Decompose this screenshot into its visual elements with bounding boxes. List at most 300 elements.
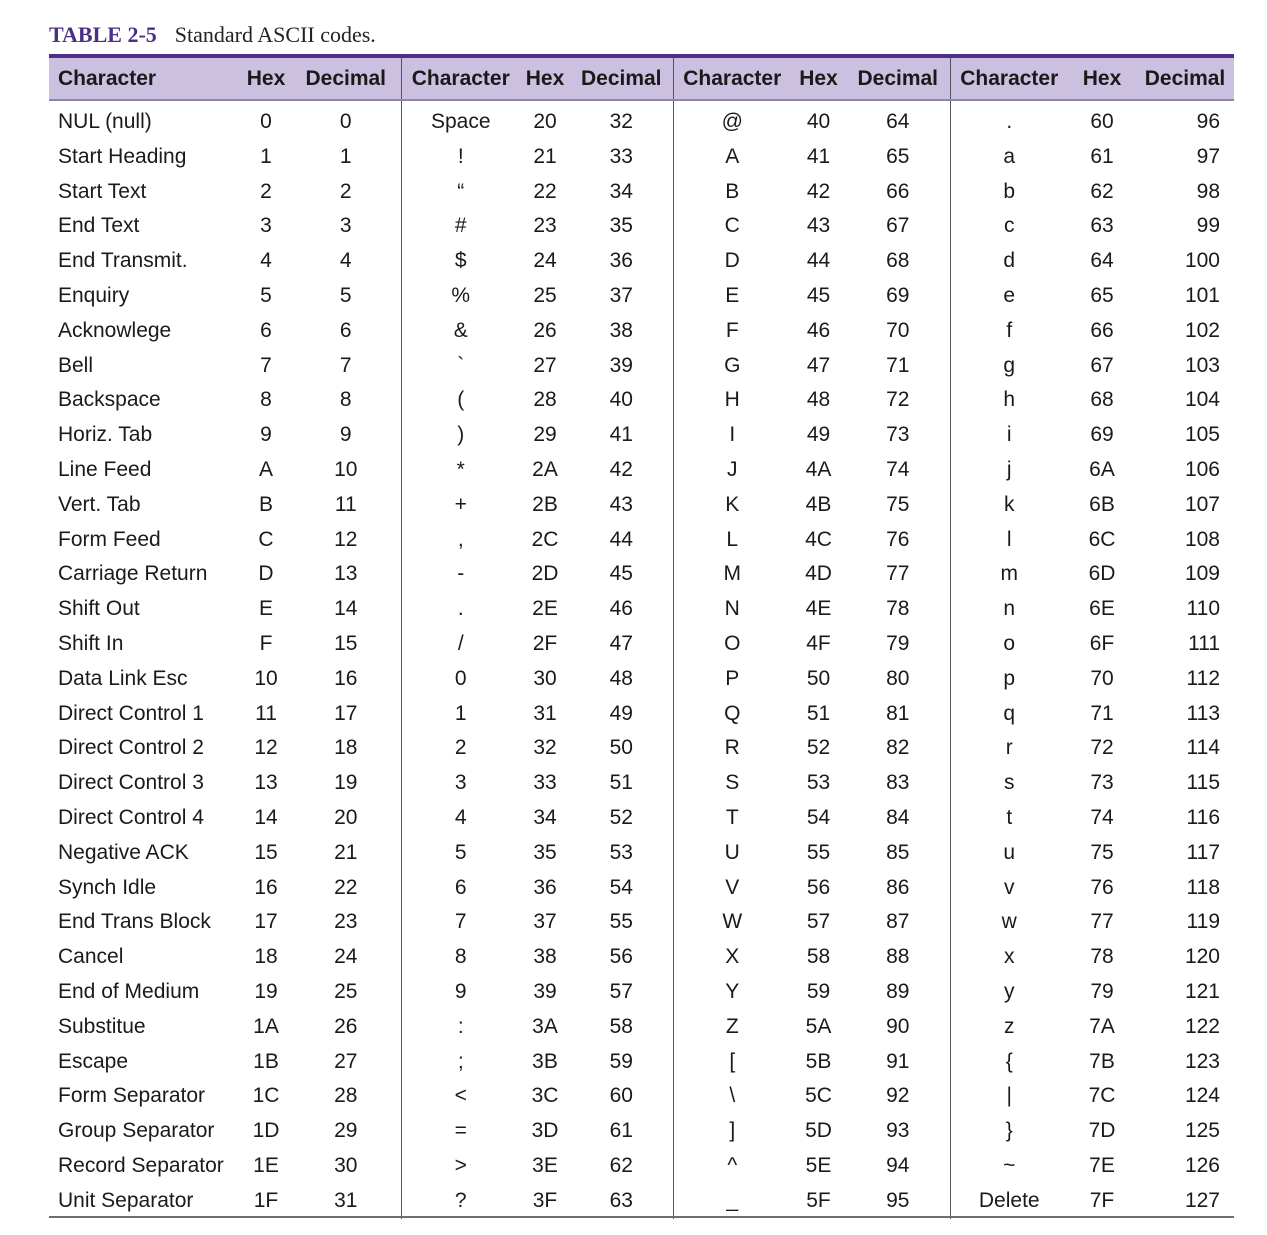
- hex-cell: 49: [806, 423, 831, 447]
- hex-cell: 63: [1090, 214, 1114, 238]
- char-cell: Bell: [58, 353, 94, 377]
- decimal-cell: 33: [609, 144, 633, 168]
- char-cell: G: [673, 349, 791, 384]
- hex-cell: 6F: [1089, 631, 1115, 655]
- header-decimal-3: Decimal: [846, 58, 950, 100]
- char-cell: h: [950, 383, 1068, 418]
- table-row: [49, 244, 1234, 279]
- decimal-cell: 76: [886, 527, 910, 551]
- char-cell: v: [950, 871, 1068, 906]
- hex-cell: B: [258, 492, 273, 516]
- decimal-cell: 61: [609, 1119, 633, 1143]
- decimal-cell: 4: [339, 249, 352, 273]
- char-cell: (: [401, 383, 520, 418]
- table-row: [49, 940, 1234, 975]
- hex-cell: 66: [1090, 318, 1114, 342]
- decimal-cell: 11: [334, 492, 357, 516]
- table-row: [49, 627, 1234, 662]
- char-cell: End Text: [58, 214, 140, 238]
- decimal-cell: 30: [334, 1153, 358, 1177]
- char-cell: Enquiry: [58, 283, 130, 307]
- decimal-cell: 47: [609, 631, 633, 655]
- char-cell: ): [401, 418, 520, 453]
- decimal-cell: 83: [886, 771, 910, 795]
- hex-cell: 55: [806, 840, 831, 864]
- hex-cell: 68: [1090, 388, 1114, 412]
- char-cell: _: [673, 1184, 791, 1219]
- hex-cell: 24: [533, 249, 557, 273]
- table-row: [49, 100, 1234, 140]
- char-cell: .: [401, 592, 520, 627]
- hex-cell: 2: [260, 179, 272, 203]
- table-row: [49, 383, 1234, 418]
- char-cell: Unit Separator: [58, 1188, 194, 1212]
- header-decimal-4: Decimal: [1136, 58, 1234, 100]
- hex-cell: 22: [533, 179, 557, 203]
- char-cell: X: [673, 940, 791, 975]
- hex-cell: 33: [533, 771, 557, 795]
- char-cell: Z: [673, 1010, 791, 1045]
- decimal-cell: 12: [334, 527, 358, 551]
- header-row: [49, 58, 1234, 100]
- hex-cell: 4C: [805, 527, 832, 551]
- char-cell: }: [950, 1114, 1068, 1149]
- hex-cell: 2B: [532, 492, 558, 516]
- hex-cell: 51: [806, 701, 831, 725]
- header-char-4: Character: [950, 58, 1068, 100]
- char-cell: End Transmit.: [58, 249, 188, 273]
- hex-cell: 41: [806, 144, 831, 168]
- hex-cell: 6: [260, 318, 272, 342]
- hex-cell: 21: [533, 144, 557, 168]
- decimal-cell: 117: [1186, 840, 1220, 864]
- char-cell: 3: [401, 766, 520, 801]
- hex-cell: 40: [806, 110, 831, 133]
- decimal-cell: 34: [609, 179, 633, 203]
- char-cell: Group Separator: [58, 1119, 215, 1143]
- hex-cell: 7D: [1088, 1119, 1116, 1143]
- decimal-cell: 108: [1184, 527, 1220, 551]
- table-row: [49, 314, 1234, 349]
- char-cell: /: [401, 627, 520, 662]
- char-cell: Delete: [950, 1184, 1068, 1219]
- decimal-cell: 2: [339, 179, 352, 203]
- char-cell: Shift Out: [58, 597, 140, 621]
- hex-cell: 10: [254, 666, 278, 690]
- char-cell: f: [950, 314, 1068, 349]
- char-cell: q: [950, 697, 1068, 732]
- char-cell: 0: [401, 662, 520, 697]
- decimal-cell: 64: [886, 110, 910, 133]
- hex-cell: 3F: [532, 1188, 558, 1212]
- hex-cell: 4: [260, 249, 272, 273]
- decimal-cell: 45: [609, 562, 633, 586]
- decimal-cell: 105: [1184, 423, 1220, 447]
- table-row: [49, 766, 1234, 801]
- char-cell: P: [673, 662, 791, 697]
- decimal-cell: 111: [1188, 631, 1220, 655]
- hex-cell: 27: [533, 353, 557, 377]
- hex-cell: 5B: [805, 1049, 832, 1073]
- hex-cell: 3B: [532, 1049, 558, 1073]
- decimal-cell: 9: [339, 423, 352, 447]
- char-cell: +: [401, 488, 520, 523]
- hex-cell: 1A: [253, 1014, 279, 1038]
- decimal-cell: 75: [886, 492, 910, 516]
- decimal-cell: 86: [886, 875, 910, 899]
- char-cell: ^: [673, 1149, 791, 1184]
- table-row: [49, 140, 1234, 175]
- hex-cell: 6C: [1088, 527, 1116, 551]
- hex-cell: 7C: [1088, 1084, 1116, 1108]
- hex-cell: 4F: [806, 631, 831, 655]
- char-cell: i: [950, 418, 1068, 453]
- hex-cell: 32: [533, 736, 557, 760]
- char-cell: |: [950, 1079, 1068, 1114]
- char-cell: R: [673, 731, 791, 766]
- decimal-cell: 81: [886, 701, 910, 725]
- hex-cell: 2A: [532, 457, 558, 481]
- decimal-cell: 118: [1186, 875, 1220, 899]
- decimal-cell: 123: [1184, 1049, 1220, 1073]
- decimal-cell: 90: [886, 1014, 910, 1038]
- hex-cell: 54: [806, 805, 831, 829]
- char-cell: 4: [401, 801, 520, 836]
- decimal-cell: 35: [609, 214, 633, 238]
- char-cell: Backspace: [58, 388, 161, 412]
- char-cell: B: [673, 175, 791, 210]
- decimal-cell: 95: [886, 1188, 910, 1212]
- decimal-cell: 92: [886, 1084, 910, 1108]
- char-cell: 9: [401, 975, 520, 1010]
- decimal-cell: 125: [1184, 1119, 1220, 1143]
- hex-cell: F: [259, 631, 273, 655]
- decimal-cell: 49: [609, 701, 633, 725]
- decimal-cell: 65: [886, 144, 910, 168]
- hex-cell: 0: [260, 110, 272, 133]
- decimal-cell: 27: [334, 1049, 358, 1073]
- char-cell: n: [950, 592, 1068, 627]
- char-cell: Direct Control 1: [58, 701, 204, 725]
- decimal-cell: 56: [609, 945, 633, 969]
- table-row: [49, 557, 1234, 592]
- decimal-cell: 70: [886, 318, 910, 342]
- char-cell: Shift In: [58, 631, 124, 655]
- hex-cell: 59: [806, 979, 831, 1003]
- hex-cell: D: [258, 562, 274, 586]
- hex-cell: 3: [260, 214, 272, 238]
- decimal-cell: 51: [609, 771, 633, 795]
- decimal-cell: 20: [334, 805, 358, 829]
- char-cell: l: [950, 523, 1068, 558]
- decimal-cell: 74: [886, 457, 910, 481]
- hex-cell: C: [258, 527, 274, 551]
- table-body: [49, 100, 1234, 1219]
- char-cell: :: [401, 1010, 520, 1045]
- decimal-cell: 120: [1184, 945, 1220, 969]
- hex-cell: 14: [254, 805, 278, 829]
- hex-cell: 3A: [532, 1014, 558, 1038]
- hex-cell: 28: [533, 388, 557, 412]
- decimal-cell: 71: [886, 353, 910, 377]
- hex-cell: 31: [533, 701, 557, 725]
- hex-cell: 50: [806, 666, 831, 690]
- table-row: [49, 1184, 1234, 1219]
- char-cell: End of Medium: [58, 979, 200, 1003]
- char-cell: c: [950, 209, 1068, 244]
- decimal-cell: 54: [609, 875, 633, 899]
- decimal-cell: 21: [334, 840, 358, 864]
- decimal-cell: 44: [609, 527, 633, 551]
- hex-cell: 2F: [532, 631, 558, 655]
- decimal-cell: 26: [334, 1014, 358, 1038]
- table-row: [49, 279, 1234, 314]
- decimal-cell: 67: [886, 214, 910, 238]
- decimal-cell: 46: [609, 597, 633, 621]
- decimal-cell: 103: [1184, 353, 1220, 377]
- char-cell: A: [673, 140, 791, 175]
- char-cell: ,: [401, 523, 520, 558]
- char-cell: Start Heading: [58, 144, 187, 168]
- hex-cell: 5E: [805, 1153, 832, 1177]
- decimal-cell: 25: [334, 979, 358, 1003]
- char-cell: 7: [401, 905, 520, 940]
- table-row: [49, 1114, 1234, 1149]
- decimal-cell: 22: [334, 875, 358, 899]
- char-cell: ;: [401, 1045, 520, 1080]
- table-row: [49, 905, 1234, 940]
- decimal-cell: 50: [609, 736, 633, 760]
- hex-cell: 4B: [805, 492, 832, 516]
- decimal-cell: 122: [1184, 1014, 1220, 1038]
- decimal-cell: 99: [1196, 214, 1220, 238]
- hex-cell: 11: [255, 701, 277, 725]
- header-char-2: Character: [401, 58, 520, 100]
- decimal-cell: 0: [339, 110, 352, 133]
- hex-cell: 73: [1090, 771, 1114, 795]
- table-row: [49, 697, 1234, 732]
- decimal-cell: 104: [1184, 388, 1220, 412]
- decimal-cell: 37: [609, 283, 633, 307]
- char-cell: z: [950, 1010, 1068, 1045]
- hex-cell: 36: [533, 875, 557, 899]
- decimal-cell: 14: [334, 597, 358, 621]
- char-cell: Carriage Return: [58, 562, 208, 586]
- char-cell: S: [673, 766, 791, 801]
- char-cell: “: [401, 175, 520, 210]
- decimal-cell: 62: [609, 1153, 633, 1177]
- decimal-cell: 109: [1184, 562, 1220, 586]
- hex-cell: 1C: [252, 1084, 280, 1108]
- hex-cell: 8: [260, 388, 272, 412]
- header-hex-4: Hex: [1068, 58, 1136, 100]
- hex-cell: 37: [533, 910, 557, 934]
- char-cell: Direct Control 3: [58, 771, 204, 795]
- header-char-3: Character: [673, 58, 791, 100]
- hex-cell: 57: [806, 910, 831, 934]
- decimal-cell: 113: [1186, 701, 1220, 725]
- hex-cell: 1B: [253, 1049, 279, 1073]
- char-cell: Acknowlege: [58, 318, 172, 342]
- hex-cell: 77: [1090, 910, 1114, 934]
- hex-cell: 38: [533, 945, 557, 969]
- table-caption: [49, 22, 376, 48]
- hex-cell: 42: [806, 179, 831, 203]
- decimal-cell: 97: [1196, 144, 1220, 168]
- decimal-cell: 23: [334, 910, 358, 934]
- decimal-cell: 72: [886, 388, 910, 412]
- hex-cell: 26: [533, 318, 557, 342]
- hex-cell: 15: [254, 840, 278, 864]
- hex-cell: 76: [1090, 875, 1114, 899]
- char-cell: 6: [401, 871, 520, 906]
- char-cell: %: [401, 279, 520, 314]
- table-number: TABLE 2-5: [49, 22, 157, 47]
- decimal-cell: 53: [609, 840, 633, 864]
- char-cell: ]: [673, 1114, 791, 1149]
- char-cell: `: [401, 349, 520, 384]
- char-cell: N: [673, 592, 791, 627]
- char-cell: Q: [673, 697, 791, 732]
- char-cell: Direct Control 4: [58, 805, 204, 829]
- hex-cell: 35: [533, 840, 557, 864]
- decimal-cell: 48: [609, 666, 633, 690]
- hex-cell: 48: [806, 388, 831, 412]
- hex-cell: 1E: [253, 1153, 279, 1177]
- hex-cell: 17: [254, 910, 278, 934]
- char-cell: t: [950, 801, 1068, 836]
- char-cell: Horiz. Tab: [58, 423, 153, 447]
- char-cell: M: [673, 557, 791, 592]
- char-cell: w: [950, 905, 1068, 940]
- table-row: [49, 836, 1234, 871]
- hex-cell: 69: [1090, 423, 1114, 447]
- char-cell: H: [673, 383, 791, 418]
- hex-cell: 12: [254, 736, 278, 760]
- decimal-cell: 88: [886, 945, 910, 969]
- char-cell: {: [950, 1045, 1068, 1080]
- table-title: Standard ASCII codes.: [174, 22, 376, 47]
- hex-cell: 25: [533, 283, 557, 307]
- decimal-cell: 84: [886, 805, 910, 829]
- hex-cell: 18: [254, 945, 278, 969]
- hex-cell: 16: [254, 875, 278, 899]
- hex-cell: 7F: [1089, 1188, 1115, 1212]
- decimal-cell: 85: [886, 840, 910, 864]
- char-cell: $: [401, 244, 520, 279]
- table-row: [49, 418, 1234, 453]
- decimal-cell: 59: [609, 1049, 633, 1073]
- hex-cell: 5: [260, 283, 272, 307]
- hex-cell: 23: [533, 214, 557, 238]
- decimal-cell: 116: [1186, 805, 1220, 829]
- decimal-cell: 10: [334, 457, 358, 481]
- hex-cell: 43: [806, 214, 831, 238]
- decimal-cell: 60: [609, 1084, 633, 1108]
- hex-cell: 5F: [806, 1188, 831, 1212]
- decimal-cell: 39: [609, 353, 633, 377]
- decimal-cell: 19: [334, 771, 358, 795]
- decimal-cell: 38: [609, 318, 633, 342]
- decimal-cell: 126: [1184, 1153, 1220, 1177]
- char-cell: d: [950, 244, 1068, 279]
- hex-cell: 20: [533, 110, 557, 133]
- char-cell: .: [950, 100, 1068, 140]
- decimal-cell: 107: [1184, 492, 1220, 516]
- char-cell: @: [673, 100, 791, 140]
- hex-cell: 7B: [1089, 1049, 1115, 1073]
- decimal-cell: 114: [1186, 736, 1220, 760]
- decimal-cell: 32: [609, 110, 633, 133]
- char-cell: J: [673, 453, 791, 488]
- hex-cell: 44: [806, 249, 831, 273]
- table-row: [49, 1045, 1234, 1080]
- header-decimal-1: Decimal: [291, 58, 401, 100]
- hex-cell: 79: [1090, 979, 1114, 1003]
- decimal-cell: 1: [339, 144, 352, 168]
- char-cell: Direct Control 2: [58, 736, 204, 760]
- char-cell: [: [673, 1045, 791, 1080]
- ascii-table: [49, 58, 1234, 1219]
- decimal-cell: 82: [886, 736, 910, 760]
- hex-cell: 19: [254, 979, 278, 1003]
- char-cell: a: [950, 140, 1068, 175]
- hex-cell: 64: [1090, 249, 1114, 273]
- decimal-cell: 112: [1186, 666, 1220, 690]
- char-cell: <: [401, 1079, 520, 1114]
- decimal-cell: 102: [1184, 318, 1220, 342]
- hex-cell: 75: [1090, 840, 1114, 864]
- char-cell: e: [950, 279, 1068, 314]
- char-cell: \: [673, 1079, 791, 1114]
- char-cell: Vert. Tab: [58, 492, 141, 516]
- char-cell: NUL (null): [58, 110, 152, 133]
- char-cell: I: [673, 418, 791, 453]
- char-cell: 5: [401, 836, 520, 871]
- decimal-cell: 101: [1184, 283, 1220, 307]
- decimal-cell: 43: [609, 492, 633, 516]
- char-cell: *: [401, 453, 520, 488]
- char-cell: o: [950, 627, 1068, 662]
- decimal-cell: 96: [1196, 110, 1220, 133]
- hex-cell: 62: [1090, 179, 1114, 203]
- decimal-cell: 55: [609, 910, 633, 934]
- char-cell: g: [950, 349, 1068, 384]
- char-cell: Space: [401, 100, 520, 140]
- decimal-cell: 17: [334, 701, 358, 725]
- char-cell: p: [950, 662, 1068, 697]
- char-cell: j: [950, 453, 1068, 488]
- decimal-cell: 98: [1196, 179, 1220, 203]
- char-cell: Cancel: [58, 945, 124, 969]
- char-cell: Form Feed: [58, 527, 161, 551]
- decimal-cell: 79: [886, 631, 910, 655]
- char-cell: Escape: [58, 1049, 129, 1073]
- hex-cell: 74: [1090, 805, 1114, 829]
- hex-cell: 4D: [805, 562, 832, 586]
- hex-cell: A: [258, 457, 273, 481]
- table-row: [49, 975, 1234, 1010]
- char-cell: D: [673, 244, 791, 279]
- decimal-cell: 63: [609, 1188, 633, 1212]
- char-cell: 8: [401, 940, 520, 975]
- table-row: [49, 1149, 1234, 1184]
- char-cell: End Trans Block: [58, 910, 211, 934]
- hex-cell: 71: [1090, 701, 1114, 725]
- hex-cell: 65: [1090, 283, 1114, 307]
- char-cell: F: [673, 314, 791, 349]
- hex-cell: 29: [533, 423, 557, 447]
